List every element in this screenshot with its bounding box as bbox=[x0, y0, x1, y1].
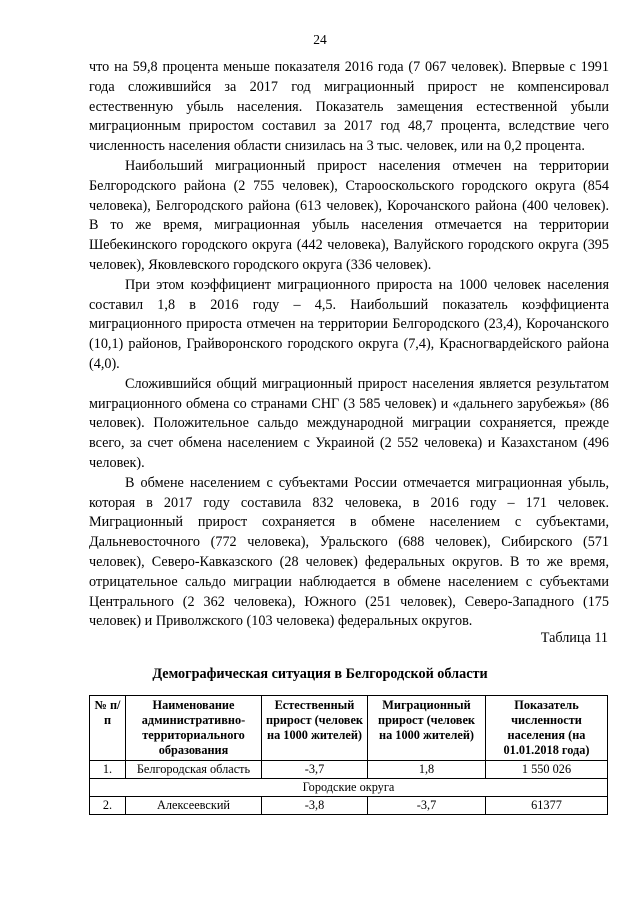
table-header-row bbox=[90, 696, 608, 761]
cell-migration-growth: -3,7 bbox=[368, 797, 486, 815]
cell-migration-growth: 1,8 bbox=[368, 761, 486, 779]
cell-natural-growth: -3,8 bbox=[262, 797, 368, 815]
cell-number: 2. bbox=[90, 797, 126, 815]
table-caption: Таблица 11 bbox=[540, 630, 608, 646]
page-number: 24 bbox=[313, 32, 327, 47]
cell-name: Алексеевский bbox=[126, 797, 262, 815]
cell-population: 1 550 026 bbox=[486, 761, 608, 779]
header-population: Показатель численности населения (на 01.01.2018 года) bbox=[486, 696, 608, 761]
paragraph: При этом коэффициент миграционного прироста на 1000 человек населения составил 1,8 в 2016 году – 4,5. Наибольший показатель коэффициента миграционного прироста отмечен на территории Белгородского (23,4), Корочанского (10,1) районов, Грайворонского городского округа (7,4), Красногвардейского района (4,0). bbox=[89, 276, 609, 372]
header-number: № п/п bbox=[90, 696, 126, 761]
table-body bbox=[90, 761, 608, 815]
cell-population: 61377 bbox=[486, 797, 608, 815]
paragraph: Наибольший миграционный прирост населения отмечен на территории Белгородского района (2 755 человек), Старооскольского городского округа (854 человека), Белгородского района (613 человек), Корочанского района (400 человек). В то же время, миграционная убыль населения отмечается на территории Шебекинского городского округа (442 человека), Валуйского городского округа (395 человек), Яковлевского городского округа (336 человек). bbox=[89, 157, 609, 273]
section-label: Городские округа bbox=[90, 779, 608, 797]
table-row bbox=[90, 761, 608, 779]
body-text bbox=[89, 58, 609, 632]
cell-natural-growth: -3,7 bbox=[262, 761, 368, 779]
cell-number: 1. bbox=[90, 761, 126, 779]
paragraph: В обмене населением с субъектами России отмечается миграционная убыль, которая в 2017 году составила 832 человека, в 2016 году – 171 человек. Миграционный прирост сохраняется в обмене населением с субъектами, Дальневосточного (772 человека), Уральского (688 человек), Сибирского (571 человек), Северо-Кавказского (28 человек) федеральных округов. В то же время, отрицательное сальдо миграции наблюдается в обмене населением с субъектами Центрального (2 362 человека), Южного (251 человек), Северо-Западного (175 человек) и Приволжского (103 человека) федеральных округов. bbox=[89, 474, 609, 630]
paragraph: Сложившийся общий миграционный прирост населения является результатом миграционного обмена со странами СНГ (3 585 человек) и «дальнего зарубежья» (86 человек). Положительное сальдо международной миграции сохраняется, прежде всего, за счет обмена населением с Украиной (2 552 человека) и Казахстаном (496 человек). bbox=[89, 375, 609, 471]
header-natural-growth: Естественный прирост (человек на 1000 жителей) bbox=[262, 696, 368, 761]
cell-name: Белгородская область bbox=[126, 761, 262, 779]
table-section-row bbox=[90, 779, 608, 797]
paragraph: что на 59,8 процента меньше показателя 2016 года (7 067 человек). Впервые с 1991 года сложившийся за 2017 год миграционный прирост не компенсировал естественную убыль населения. Показатель замещения естественной убыли миграционным приростом составил за 2017 год 48,7 процента, вследствие чего численность населения области снизилась на 3 тыс. человек, или на 0,2 процента. bbox=[89, 59, 609, 155]
demographic-table bbox=[89, 695, 608, 815]
table-row bbox=[90, 797, 608, 815]
table-title: Демографическая ситуация в Белгородской области bbox=[152, 666, 488, 682]
header-name: Наименование административно-территориального образования bbox=[126, 696, 262, 761]
header-migration-growth: Миграционный прирост (человек на 1000 жителей) bbox=[368, 696, 486, 761]
